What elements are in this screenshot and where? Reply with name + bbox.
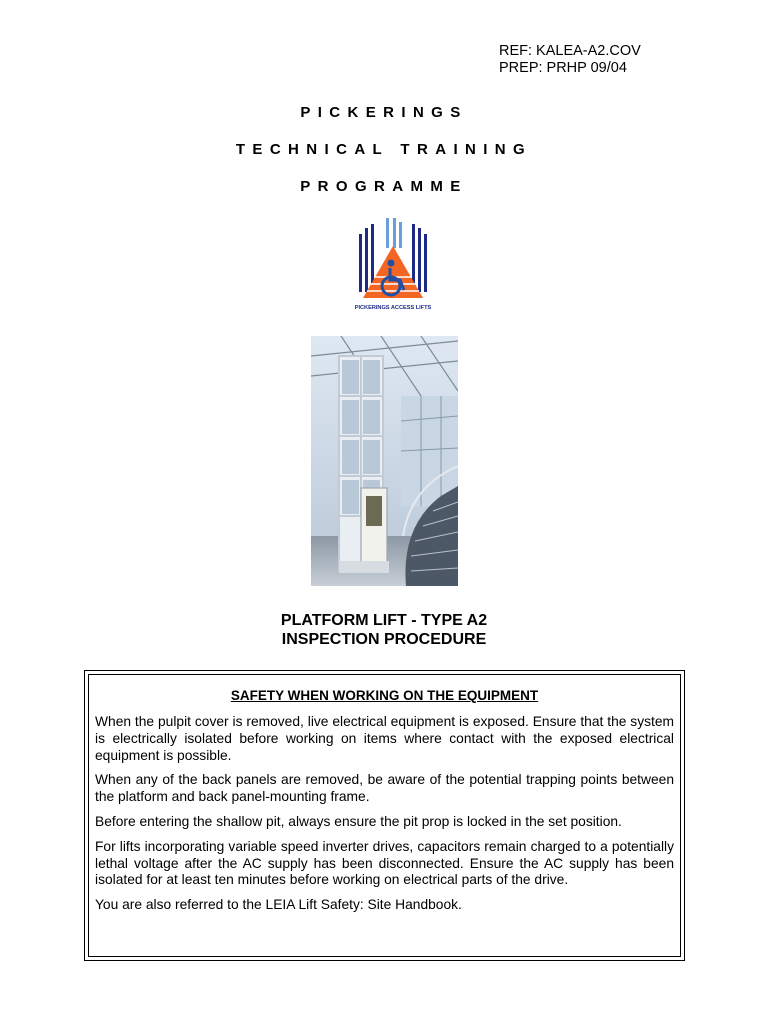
safety-paragraph: You are also referred to the LEIA Lift Safety: Site Handbook. xyxy=(95,897,462,913)
safety-notice-inner xyxy=(88,674,681,957)
safety-paragraph: When the pulpit cover is removed, live electrical equipment is exposed. Ensure that the system is electrically isolated before working on items where contact with the exposed electrical equipment is possible. xyxy=(95,714,674,763)
title-line-3: PROGRAMME xyxy=(300,178,468,195)
safety-notice-box xyxy=(84,670,685,961)
document-subtitle-1: PLATFORM LIFT - TYPE A2 xyxy=(280,612,488,629)
title-line-1: PICKERINGS xyxy=(300,104,468,121)
safety-paragraph: Before entering the shallow pit, always ensure the pit prop is locked in the set position. xyxy=(95,813,622,829)
prep-code: PREP: PRHP 09/04 xyxy=(499,60,627,76)
ref-code: REF: KALEA-A2.COV xyxy=(499,43,641,59)
pickerings-logo xyxy=(353,218,433,313)
safety-heading: SAFETY WHEN WORKING ON THE EQUIPMENT xyxy=(230,688,539,703)
safety-paragraph: When any of the back panels are removed, be aware of the potential trapping points between the platform and back panel-mounting frame. xyxy=(95,772,674,805)
platform-lift-photo xyxy=(311,336,458,586)
document-subtitle-2: INSPECTION PROCEDURE xyxy=(281,631,487,648)
safety-paragraph: For lifts incorporating variable speed inverter drives, capacitors remain charged to a potentially lethal voltage after the AC supply has been disconnected. Ensure the AC supply has been isolated for at least ten minutes before working on electrical parts of the drive. xyxy=(95,838,674,888)
reference-block xyxy=(499,43,641,77)
title-line-2: TECHNICAL TRAINING xyxy=(235,141,533,158)
logo-caption: PICKERINGS ACCESS LIFTS xyxy=(354,305,432,311)
